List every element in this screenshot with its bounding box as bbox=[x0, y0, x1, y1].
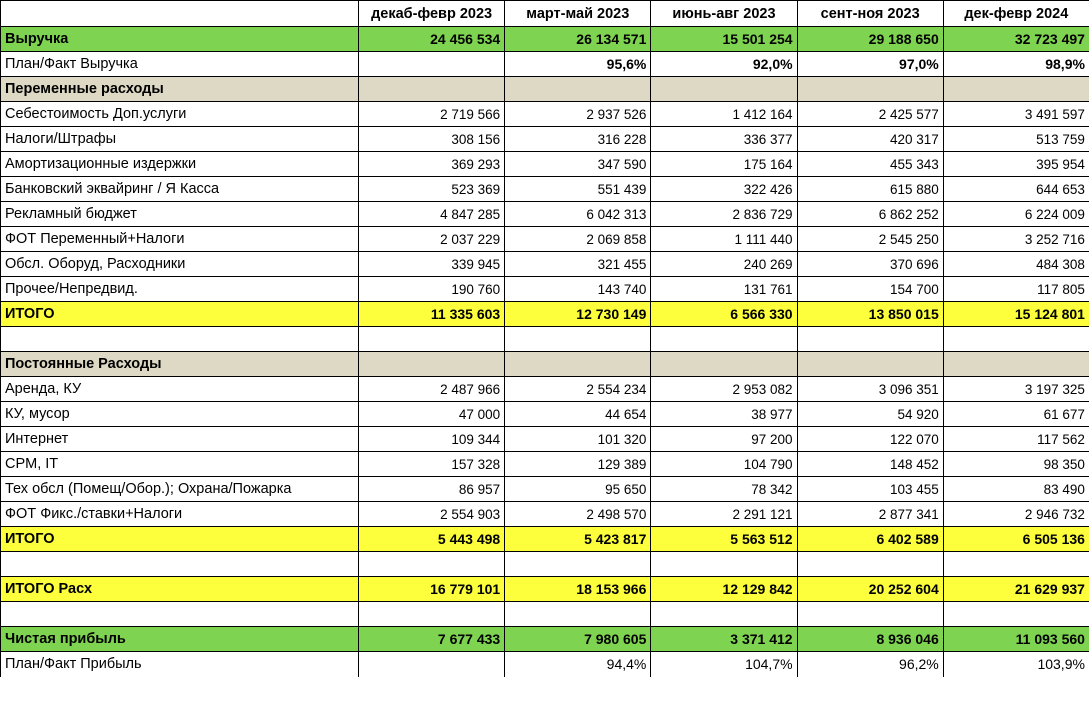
row-label-cell[interactable]: Банковский эквайринг / Я Касса bbox=[1, 177, 359, 202]
table-row bbox=[1, 102, 1089, 127]
value-cell[interactable]: 97,0% bbox=[797, 52, 943, 77]
value-cell[interactable]: 2 953 082 bbox=[651, 377, 797, 402]
header-cell-label[interactable] bbox=[1, 1, 359, 27]
value-cell[interactable] bbox=[505, 77, 651, 102]
table-row bbox=[1, 527, 1089, 552]
table-row bbox=[1, 127, 1089, 152]
row-label-cell[interactable]: План/Факт Выручка bbox=[1, 52, 359, 77]
value-cell[interactable]: 131 761 bbox=[651, 277, 797, 302]
value-cell[interactable]: 98 350 bbox=[943, 452, 1089, 477]
value-cell[interactable] bbox=[359, 327, 505, 352]
row-label-cell[interactable]: КУ, мусор bbox=[1, 402, 359, 427]
value-cell[interactable]: 15 501 254 bbox=[651, 27, 797, 52]
value-cell[interactable]: 308 156 bbox=[359, 127, 505, 152]
value-cell[interactable] bbox=[359, 602, 505, 627]
value-cell[interactable]: 339 945 bbox=[359, 252, 505, 277]
value-cell[interactable]: 2 069 858 bbox=[505, 227, 651, 252]
value-cell[interactable]: 8 936 046 bbox=[797, 627, 943, 652]
value-cell[interactable]: 98,9% bbox=[943, 52, 1089, 77]
value-cell[interactable] bbox=[797, 327, 943, 352]
value-cell[interactable]: 92,0% bbox=[651, 52, 797, 77]
value-cell[interactable]: 2 877 341 bbox=[797, 502, 943, 527]
value-cell[interactable]: 175 164 bbox=[651, 152, 797, 177]
value-cell[interactable] bbox=[797, 352, 943, 377]
value-cell[interactable]: 455 343 bbox=[797, 152, 943, 177]
value-cell[interactable]: 2 037 229 bbox=[359, 227, 505, 252]
value-cell[interactable]: 2 425 577 bbox=[797, 102, 943, 127]
value-cell[interactable]: 4 847 285 bbox=[359, 202, 505, 227]
value-cell[interactable]: 26 134 571 bbox=[505, 27, 651, 52]
value-cell[interactable]: 3 252 716 bbox=[943, 227, 1089, 252]
value-cell[interactable]: 117 805 bbox=[943, 277, 1089, 302]
row-label-cell[interactable]: Аренда, КУ bbox=[1, 377, 359, 402]
table-row bbox=[1, 77, 1089, 102]
row-label-cell[interactable]: Интернет bbox=[1, 427, 359, 452]
value-cell[interactable]: 3 491 597 bbox=[943, 102, 1089, 127]
value-cell[interactable]: 129 389 bbox=[505, 452, 651, 477]
value-cell[interactable]: 109 344 bbox=[359, 427, 505, 452]
header-cell-period[interactable]: март-май 2023 bbox=[505, 1, 651, 27]
table-row bbox=[1, 202, 1089, 227]
value-cell[interactable]: 3 371 412 bbox=[651, 627, 797, 652]
table-row bbox=[1, 552, 1089, 577]
value-cell[interactable]: 86 957 bbox=[359, 477, 505, 502]
table-row bbox=[1, 227, 1089, 252]
table-row bbox=[1, 52, 1089, 77]
row-label-cell[interactable]: Амортизационные издержки bbox=[1, 152, 359, 177]
value-cell[interactable]: 6 505 136 bbox=[943, 527, 1089, 552]
value-cell[interactable]: 322 426 bbox=[651, 177, 797, 202]
row-label-cell[interactable]: ИТОГО bbox=[1, 302, 359, 327]
value-cell[interactable]: 2 554 234 bbox=[505, 377, 651, 402]
table-row bbox=[1, 352, 1089, 377]
value-cell[interactable] bbox=[943, 327, 1089, 352]
value-cell[interactable]: 2 545 250 bbox=[797, 227, 943, 252]
table-row bbox=[1, 452, 1089, 477]
value-cell[interactable]: 101 320 bbox=[505, 427, 651, 452]
value-cell[interactable]: 1 111 440 bbox=[651, 227, 797, 252]
value-cell[interactable]: 38 977 bbox=[651, 402, 797, 427]
value-cell[interactable]: 29 188 650 bbox=[797, 27, 943, 52]
value-cell[interactable] bbox=[505, 552, 651, 577]
value-cell[interactable]: 21 629 937 bbox=[943, 577, 1089, 602]
value-cell[interactable]: 2 554 903 bbox=[359, 502, 505, 527]
value-cell[interactable]: 11 335 603 bbox=[359, 302, 505, 327]
row-label-cell[interactable]: CPM, IT bbox=[1, 452, 359, 477]
table-row bbox=[1, 302, 1089, 327]
value-cell[interactable] bbox=[943, 602, 1089, 627]
value-cell[interactable]: 15 124 801 bbox=[943, 302, 1089, 327]
value-cell[interactable] bbox=[797, 77, 943, 102]
value-cell[interactable]: 117 562 bbox=[943, 427, 1089, 452]
value-cell[interactable]: 103,9% bbox=[943, 652, 1089, 677]
value-cell[interactable]: 7 677 433 bbox=[359, 627, 505, 652]
value-cell[interactable]: 44 654 bbox=[505, 402, 651, 427]
value-cell[interactable]: 5 423 817 bbox=[505, 527, 651, 552]
value-cell[interactable]: 420 317 bbox=[797, 127, 943, 152]
value-cell[interactable]: 47 000 bbox=[359, 402, 505, 427]
table-row bbox=[1, 627, 1089, 652]
row-label-cell[interactable]: Тех обсл (Помещ/Обор.); Охрана/Пожарка bbox=[1, 477, 359, 502]
value-cell[interactable]: 103 455 bbox=[797, 477, 943, 502]
value-cell[interactable]: 395 954 bbox=[943, 152, 1089, 177]
value-cell[interactable] bbox=[943, 77, 1089, 102]
value-cell[interactable]: 148 452 bbox=[797, 452, 943, 477]
value-cell[interactable]: 6 566 330 bbox=[651, 302, 797, 327]
value-cell[interactable]: 24 456 534 bbox=[359, 27, 505, 52]
value-cell[interactable]: 240 269 bbox=[651, 252, 797, 277]
value-cell[interactable] bbox=[505, 352, 651, 377]
value-cell[interactable]: 2 498 570 bbox=[505, 502, 651, 527]
row-label-cell[interactable] bbox=[1, 602, 359, 627]
value-cell[interactable] bbox=[359, 352, 505, 377]
value-cell[interactable]: 94,4% bbox=[505, 652, 651, 677]
value-cell[interactable]: 6 402 589 bbox=[797, 527, 943, 552]
row-label-cell[interactable]: ФОТ Фикс./ставки+Налоги bbox=[1, 502, 359, 527]
value-cell[interactable] bbox=[359, 552, 505, 577]
row-label-cell[interactable]: ИТОГО bbox=[1, 527, 359, 552]
value-cell[interactable]: 2 937 526 bbox=[505, 102, 651, 127]
row-label-cell[interactable]: ФОТ Переменный+Налоги bbox=[1, 227, 359, 252]
table-row bbox=[1, 277, 1089, 302]
table-row bbox=[1, 402, 1089, 427]
table-row bbox=[1, 577, 1089, 602]
value-cell[interactable]: 78 342 bbox=[651, 477, 797, 502]
header-cell-period[interactable]: дек-февр 2024 bbox=[943, 1, 1089, 27]
value-cell[interactable]: 5 563 512 bbox=[651, 527, 797, 552]
value-cell[interactable]: 5 443 498 bbox=[359, 527, 505, 552]
value-cell[interactable]: 369 293 bbox=[359, 152, 505, 177]
value-cell[interactable] bbox=[797, 552, 943, 577]
value-cell[interactable] bbox=[651, 602, 797, 627]
row-label-cell[interactable] bbox=[1, 552, 359, 577]
table-row bbox=[1, 177, 1089, 202]
value-cell[interactable]: 154 700 bbox=[797, 277, 943, 302]
value-cell[interactable]: 615 880 bbox=[797, 177, 943, 202]
value-cell[interactable]: 95 650 bbox=[505, 477, 651, 502]
table-row bbox=[1, 152, 1089, 177]
table-row bbox=[1, 252, 1089, 277]
value-cell[interactable]: 20 252 604 bbox=[797, 577, 943, 602]
value-cell[interactable]: 190 760 bbox=[359, 277, 505, 302]
header-cell-period[interactable]: сент-ноя 2023 bbox=[797, 1, 943, 27]
header-cell-period[interactable]: декаб-февр 2023 bbox=[359, 1, 505, 27]
value-cell[interactable] bbox=[359, 652, 505, 677]
value-cell[interactable]: 12 129 842 bbox=[651, 577, 797, 602]
value-cell[interactable]: 347 590 bbox=[505, 152, 651, 177]
value-cell[interactable]: 3 096 351 bbox=[797, 377, 943, 402]
value-cell[interactable]: 13 850 015 bbox=[797, 302, 943, 327]
value-cell[interactable] bbox=[359, 52, 505, 77]
value-cell[interactable]: 2 946 732 bbox=[943, 502, 1089, 527]
value-cell[interactable]: 523 369 bbox=[359, 177, 505, 202]
value-cell[interactable]: 11 093 560 bbox=[943, 627, 1089, 652]
table-row bbox=[1, 652, 1089, 677]
value-cell[interactable] bbox=[359, 77, 505, 102]
value-cell[interactable]: 16 779 101 bbox=[359, 577, 505, 602]
value-cell[interactable]: 644 653 bbox=[943, 177, 1089, 202]
value-cell[interactable]: 12 730 149 bbox=[505, 302, 651, 327]
value-cell[interactable]: 336 377 bbox=[651, 127, 797, 152]
value-cell[interactable]: 321 455 bbox=[505, 252, 651, 277]
value-cell[interactable]: 2 719 566 bbox=[359, 102, 505, 127]
value-cell[interactable]: 3 197 325 bbox=[943, 377, 1089, 402]
value-cell[interactable] bbox=[943, 352, 1089, 377]
row-label-cell[interactable]: Себестоимость Доп.услуги bbox=[1, 102, 359, 127]
value-cell[interactable] bbox=[651, 352, 797, 377]
value-cell[interactable] bbox=[651, 77, 797, 102]
value-cell[interactable]: 513 759 bbox=[943, 127, 1089, 152]
value-cell[interactable]: 96,2% bbox=[797, 652, 943, 677]
value-cell[interactable]: 97 200 bbox=[651, 427, 797, 452]
header-cell-period[interactable]: июнь-авг 2023 bbox=[651, 1, 797, 27]
table-row bbox=[1, 327, 1089, 352]
value-cell[interactable]: 6 042 313 bbox=[505, 202, 651, 227]
row-label-cell[interactable]: Обсл. Оборуд, Расходники bbox=[1, 252, 359, 277]
table-row bbox=[1, 602, 1089, 627]
value-cell[interactable]: 122 070 bbox=[797, 427, 943, 452]
value-cell[interactable]: 484 308 bbox=[943, 252, 1089, 277]
row-label-cell[interactable]: ИТОГО Расх bbox=[1, 577, 359, 602]
table-row bbox=[1, 502, 1089, 527]
value-cell[interactable]: 95,6% bbox=[505, 52, 651, 77]
row-label-cell[interactable]: План/Факт Прибыль bbox=[1, 652, 359, 677]
row-label-cell[interactable]: Выручка bbox=[1, 27, 359, 52]
row-label-cell[interactable]: Прочее/Непредвид. bbox=[1, 277, 359, 302]
header-row bbox=[1, 1, 1089, 27]
table-row bbox=[1, 377, 1089, 402]
value-cell[interactable]: 157 328 bbox=[359, 452, 505, 477]
value-cell[interactable]: 32 723 497 bbox=[943, 27, 1089, 52]
table-row bbox=[1, 427, 1089, 452]
row-label-cell[interactable]: Переменные расходы bbox=[1, 77, 359, 102]
value-cell[interactable] bbox=[505, 602, 651, 627]
value-cell[interactable] bbox=[651, 327, 797, 352]
value-cell[interactable] bbox=[797, 602, 943, 627]
value-cell[interactable]: 2 487 966 bbox=[359, 377, 505, 402]
value-cell[interactable]: 2 836 729 bbox=[651, 202, 797, 227]
table-row bbox=[1, 27, 1089, 52]
value-cell[interactable]: 104 790 bbox=[651, 452, 797, 477]
value-cell[interactable]: 316 228 bbox=[505, 127, 651, 152]
row-label-cell[interactable]: Налоги/Штрафы bbox=[1, 127, 359, 152]
value-cell[interactable]: 6 862 252 bbox=[797, 202, 943, 227]
value-cell[interactable]: 104,7% bbox=[651, 652, 797, 677]
value-cell[interactable]: 6 224 009 bbox=[943, 202, 1089, 227]
value-cell[interactable]: 551 439 bbox=[505, 177, 651, 202]
table-row bbox=[1, 477, 1089, 502]
value-cell[interactable] bbox=[943, 552, 1089, 577]
row-label-cell[interactable] bbox=[1, 327, 359, 352]
value-cell[interactable]: 1 412 164 bbox=[651, 102, 797, 127]
value-cell[interactable]: 7 980 605 bbox=[505, 627, 651, 652]
row-label-cell[interactable]: Постоянные Расходы bbox=[1, 352, 359, 377]
value-cell[interactable]: 83 490 bbox=[943, 477, 1089, 502]
value-cell[interactable]: 143 740 bbox=[505, 277, 651, 302]
value-cell[interactable] bbox=[651, 552, 797, 577]
value-cell[interactable]: 18 153 966 bbox=[505, 577, 651, 602]
value-cell[interactable]: 2 291 121 bbox=[651, 502, 797, 527]
value-cell[interactable]: 54 920 bbox=[797, 402, 943, 427]
row-label-cell[interactable]: Рекламный бюджет bbox=[1, 202, 359, 227]
value-cell[interactable]: 370 696 bbox=[797, 252, 943, 277]
value-cell[interactable]: 61 677 bbox=[943, 402, 1089, 427]
value-cell[interactable] bbox=[505, 327, 651, 352]
row-label-cell[interactable]: Чистая прибыль bbox=[1, 627, 359, 652]
